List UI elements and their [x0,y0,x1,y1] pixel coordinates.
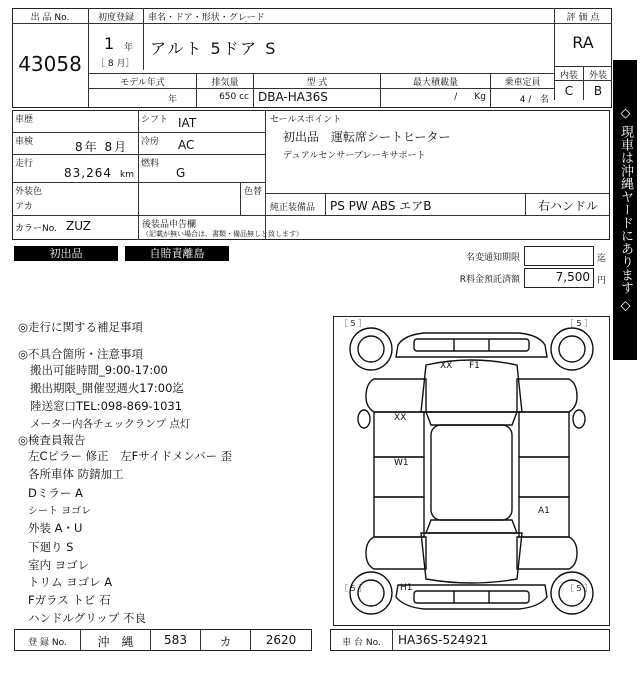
equipment-label: 純正装備品 [270,203,316,213]
defect-line: 搬出可能時間_9:00-17:00 [30,363,168,377]
capacity-label: 乗車定員 [504,78,541,88]
interior-label: 内装 [559,71,578,81]
registration-class: 583 [164,633,187,647]
mark-a1-rear: A1 [538,506,550,516]
inspector-line: 外装 A・U [28,521,83,535]
registration-area: 沖 縄 [97,635,134,649]
model-code: DBA-HA36S [258,90,328,104]
inspector-line: 各所車体 防錆加工 [28,467,124,481]
registration-kana: カ [219,635,232,649]
shift-value: IAT [178,116,197,130]
mark-f1-hood: F1 [469,361,480,371]
mileage-unit: km [120,170,134,180]
max-load-label: 最大積載量 [412,78,458,88]
inspector-line: 室内 ヨゴレ [28,558,90,572]
equipment-value: PS PW ABS エアB [330,199,432,213]
inspection-label: 車検 [15,137,34,147]
chassis-number: HA36S-524921 [398,633,489,647]
tyre-label-rear-left: ［ 5 ］ [340,584,367,593]
transfer-deadline-unit: 迄 [597,254,607,264]
mark-xx-fender: XX [394,413,407,423]
defect-line: 陸送窓口TEL:098-869-1031 [30,399,183,413]
model-year: 年 [167,95,177,105]
driving-notes-title: ◎走行に関する補足事項 [18,320,144,334]
capacity: 4 / 名 [519,95,549,105]
displacement: 650 cc [219,92,249,102]
exterior-color: アカ [15,202,33,212]
color-no-label: カラーNo. [15,224,57,234]
inspector-title: ◎検査員報告 [18,433,86,447]
ac-value: AC [178,138,195,152]
color-change-label: 色替 [244,187,263,197]
year-unit: 年 [124,43,134,53]
yard-location-banner: ◇ 現車は沖縄ヤードにあります ◇ [613,60,637,360]
tyre-label-rear-right: ［ 5 ］ [566,584,593,593]
exterior-grade: B [593,84,603,98]
sales-point-line2: デュアルセンサーブレーキサポート [283,151,426,161]
transfer-deadline-box [524,246,594,266]
lot-number: 43058 [18,52,82,76]
inspector-line: ハンドルグリップ 不良 [28,611,146,625]
recycle-fee-label: R料金預託済額 [459,275,520,285]
model-code-label: 型 式 [306,78,328,88]
vehicle-name-label: 車名・ドア・形状・グレード [148,13,265,23]
ac-label: 冷房 [141,137,160,147]
first-reg-month: ［ 8 月］ [96,59,135,69]
inspection-value: 8年 8月 [75,140,129,154]
damage-diagram [333,316,610,626]
fuel-label: 燃料 [141,159,160,169]
mark-w1-door: W1 [394,458,409,468]
recycle-fee-unit: 円 [597,276,607,286]
sales-point-label: セールスポイント [270,115,342,125]
exterior-label: 外装 [588,71,607,81]
shift-label: シフト [141,115,169,125]
first-listing-badge: 初出品 [14,246,118,261]
mark-h1-bumper: H1 [400,583,413,593]
tyre-label-front-left: ［ 5 ］ [340,319,367,328]
inspector-line: Fガラス トビ 石 [28,593,111,607]
registration-number: 2620 [265,633,297,647]
defects-title: ◎不具合箇所・注意事項 [18,347,144,361]
history-label: 車歴 [15,115,34,125]
defect-line: 搬出期限_開催翌週火17:00迄 [30,381,184,395]
color-no: ZUZ [66,219,92,233]
first-reg-label: 初度登録 [97,13,134,23]
interior-grade: C [564,84,574,98]
recycle-fee-value: 7,500 [555,270,590,284]
lot-label: 出 品 No. [30,13,70,23]
registration-label: 登 録 No. [28,638,67,648]
sales-point-line1: 初出品 運転席シートヒーター [283,130,451,144]
model-year-label: モデル年式 [120,78,165,88]
mileage-label: 走行 [15,159,34,169]
first-reg-year: 1 [104,34,115,53]
fuel-value: G [176,166,186,180]
tyre-label-front-right: ［ 5 ］ [566,319,593,328]
retrofit-note: （記載が無い場合は、書類・備品無しと致します） [142,230,303,238]
max-load: / Kg [454,92,486,102]
rating-label: 評 価 点 [566,13,600,23]
inspector-line: シート ヨゴレ [28,506,92,517]
rating-value: RA [572,33,594,52]
inspector-line: 下廻り S [28,540,74,554]
mileage-value: 83,264 [64,166,112,180]
liability-insurance-badge: 自賠責離島 [125,246,229,261]
transfer-deadline-label: 名変通知期限 [465,253,520,263]
retrofit-label: 後装品申告欄 [142,220,197,230]
inspector-line: トリム ヨゴレ A [28,575,113,589]
mark-xx-hood: XX [440,361,453,371]
defect-line: メーター内各チェックランプ 点灯 [30,418,191,430]
displacement-label: 排気量 [211,78,239,88]
chassis-label: 車 台 No. [342,638,381,648]
exterior-color-label: 外装色 [15,187,43,197]
inspector-line: Dミラー A [28,486,83,500]
inspector-line: 左Cピラー 修正 左Fサイドメンバー 歪 [28,449,233,463]
steering-side: 右ハンドル [537,199,598,213]
vehicle-name: アルト 5ドア S [150,39,278,58]
